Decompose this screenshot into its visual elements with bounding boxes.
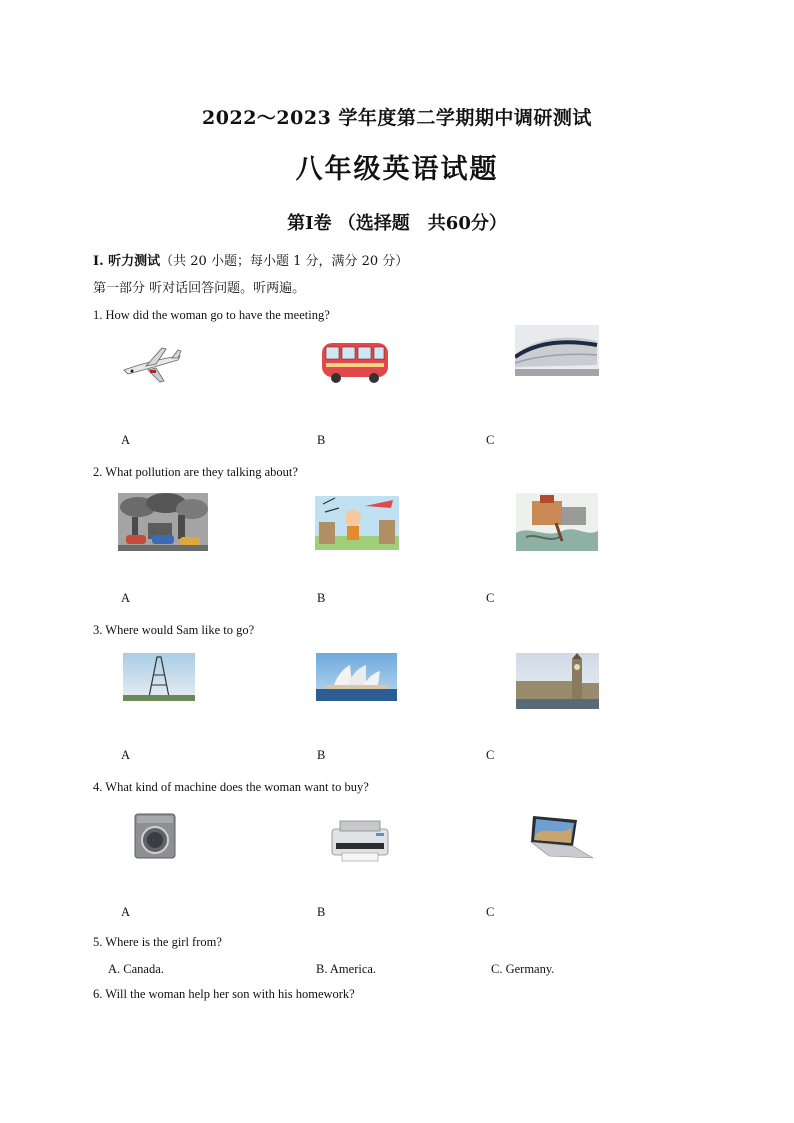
q4-option-a: A [121,905,131,919]
part1-instruction: 第一部分 听对话回答问题。听两遍。 [93,281,306,296]
airplane-icon [120,344,184,386]
water-pollution-icon [516,493,598,551]
exam-subject-title: 八年级英语试题 [295,154,499,185]
washing-machine-icon [133,813,177,859]
q5-option-c: C. Germany. [491,962,555,976]
question-4: 4. What kind of machine does the woman want to buy? [93,780,369,794]
sydney-opera-house-icon [316,653,397,701]
q2-option-a: A [121,591,131,605]
exam-term-title: 2022～2023 学年度第二学期期中调研测试 [202,107,592,129]
question-1: 1. How did the woman go to have the meeting? [93,308,330,322]
listening-section-heading [93,250,408,269]
paper-section-title: 第Ⅰ卷 （选择题 共60分） [287,213,507,234]
laptop-icon [527,814,595,862]
q3-option-b: B [317,748,326,762]
section-title: Ⅰ. 听力测试 [93,254,161,269]
q3-option-a: A [121,748,131,762]
big-ben-icon [516,653,599,709]
q4-option-c: C [486,905,495,919]
q2-option-c: C [486,591,495,605]
question-6: 6. Will the woman help her son with his homework? [93,987,355,1001]
printer-icon [326,815,394,863]
q1-option-b: B [317,433,326,447]
air-pollution-icon [118,493,208,551]
q1-option-a: A [121,433,131,447]
question-5: 5. Where is the girl from? [93,935,222,949]
noise-pollution-icon [315,496,399,550]
high-speed-train-icon [515,325,599,376]
q4-option-b: B [317,905,326,919]
q1-option-c: C [486,433,495,447]
bus-icon [320,337,390,385]
eiffel-tower-icon [123,653,195,701]
question-3: 3. Where would Sam like to go? [93,623,255,637]
q5-option-a: A. Canada. [108,962,164,976]
q5-option-b: B. America. [316,962,377,976]
section-note: （共 20 小题；每小题 1 分，满分 20 分） [160,254,409,269]
question-2: 2. What pollution are they talking about? [93,465,298,479]
q2-option-b: B [317,591,326,605]
q3-option-c: C [486,748,495,762]
